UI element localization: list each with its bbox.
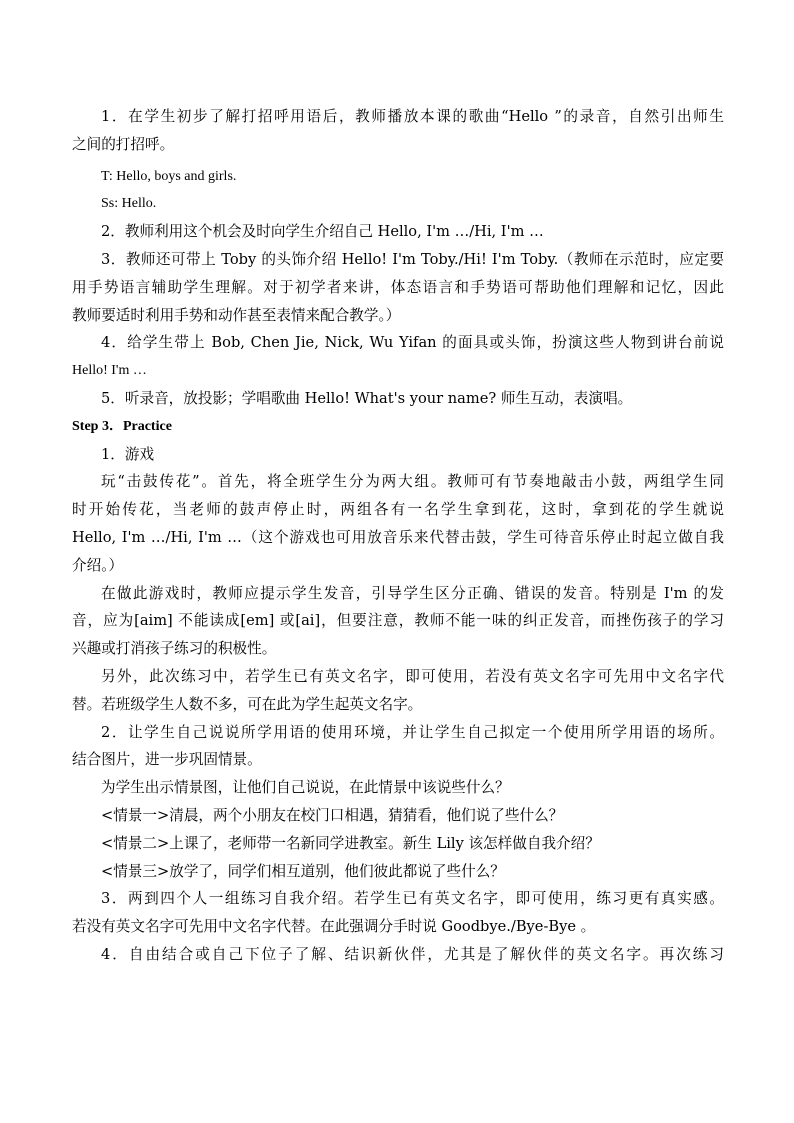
paragraph-line: 2．让学生自己说说所学用语的使用环境，并让学生自己拟定一个使用所学用语的场所。 bbox=[101, 723, 724, 741]
paragraph-line: 时开始传花，当老师的鼓声停止时，两组各有一名学生拿到花，这时，拿到花的学生就说 bbox=[72, 501, 724, 519]
paragraph-line: 用手势语言辅助学生理解。对于初学者来讲，体态语言和手势语可帮助他们理解和记忆，因此 bbox=[72, 278, 724, 296]
scenario-line: <情景一>清晨，两个小朋友在校门口相遇，猜猜看，他们说了些什么？ bbox=[101, 806, 564, 824]
scenario-line: <情景二>上课了，老师带一名新同学进教室。新生 Lily 该怎样做自我介绍？ bbox=[101, 834, 600, 852]
subheading-line: 1．游戏 bbox=[101, 445, 155, 463]
paragraph-line: 若没有英文名字可先用中文名字代替。在此强调分手时说 Goodbye./Bye-Bye 。 bbox=[72, 918, 596, 936]
paragraph-line: 2．教师利用这个机会及时向学生介绍自己 Hello, I'm …/Hi, I'm … bbox=[101, 223, 544, 241]
document-body bbox=[72, 103, 724, 969]
paragraph-line: 结合图片，进一步巩固情景。 bbox=[72, 751, 262, 769]
paragraph-line: 介绍。） bbox=[72, 556, 124, 574]
paragraph-line: Hello, I'm …/Hi, I'm …（这个游戏也可用放音乐来代替击鼓，学生可待音乐停止时起立做自我 bbox=[72, 528, 724, 546]
scenario-line: <情景三>放学了，同学们相互道别，他们彼此都说了些什么？ bbox=[101, 862, 505, 880]
paragraph-line: 另外，此次练习中，若学生已有英文名字，即可使用，若没有英文名字可先用中文名字代 bbox=[101, 667, 724, 685]
paragraph-line: Hello! I'm … bbox=[72, 363, 147, 379]
paragraph-line: 1．在学生初步了解打招呼用语后，教师播放本课的歌曲“Hello ”的录音，自然引出师生 bbox=[101, 108, 724, 125]
paragraph-line: 5．听录音，放投影；学唱歌曲 Hello! What's your name? 师生互动，表演唱。 bbox=[101, 389, 633, 407]
paragraph-line: 4．给学生带上 Bob, Chen Jie, Nick, Wu Yifan 的面具或头饰，扮演这些人物到讲台前说 bbox=[101, 334, 724, 352]
dialogue-line-teacher: T: Hello, boys and girls. bbox=[101, 168, 237, 184]
paragraph-line: 为学生出示情景图，让他们自己说说，在此情景中该说些什么？ bbox=[101, 779, 510, 797]
paragraph-line: 教师要适时利用手势和动作甚至表情来配合教学。） bbox=[72, 306, 401, 324]
paragraph-line: 在做此游戏时，教师应提示学生发音，引导学生区分正确、错误的发音。特别是 I'm 的发 bbox=[101, 584, 724, 602]
paragraph-line: 4．自由结合或自己下位子了解、结识新伙伴，尤其是了解伙伴的英文名字。再次练习 bbox=[101, 945, 724, 963]
paragraph-line: 玩“击鼓传花”。首先，将全班学生分为两大组。教师可有节奏地敲击小鼓，两组学生同 bbox=[101, 473, 724, 491]
paragraph-line: 之间的打招呼。 bbox=[72, 135, 175, 153]
paragraph-line: 兴趣或打消孩子练习的积极性。 bbox=[72, 640, 277, 658]
paragraph-line: 替。若班级学生人数不多，可在此为学生起英文名字。 bbox=[72, 695, 423, 713]
paragraph-line: 音，应为[aim] 不能读成[em] 或[ai]，但要注意，教师不能一味的纠正发音，而挫伤孩子的学习 bbox=[72, 612, 724, 630]
dialogue-line-students: Ss: Hello. bbox=[101, 196, 157, 212]
paragraph-line: 3．两到四个人一组练习自我介绍。若学生已有英文名字，即可使用，练习更有真实感。 bbox=[101, 890, 724, 908]
section-heading: Step 3．Practice bbox=[72, 418, 172, 434]
paragraph-line: 3．教师还可带上 Toby 的头饰介绍 Hello! I'm Toby./Hi! I'm Toby.（教师在示范时，应定要 bbox=[101, 250, 724, 268]
